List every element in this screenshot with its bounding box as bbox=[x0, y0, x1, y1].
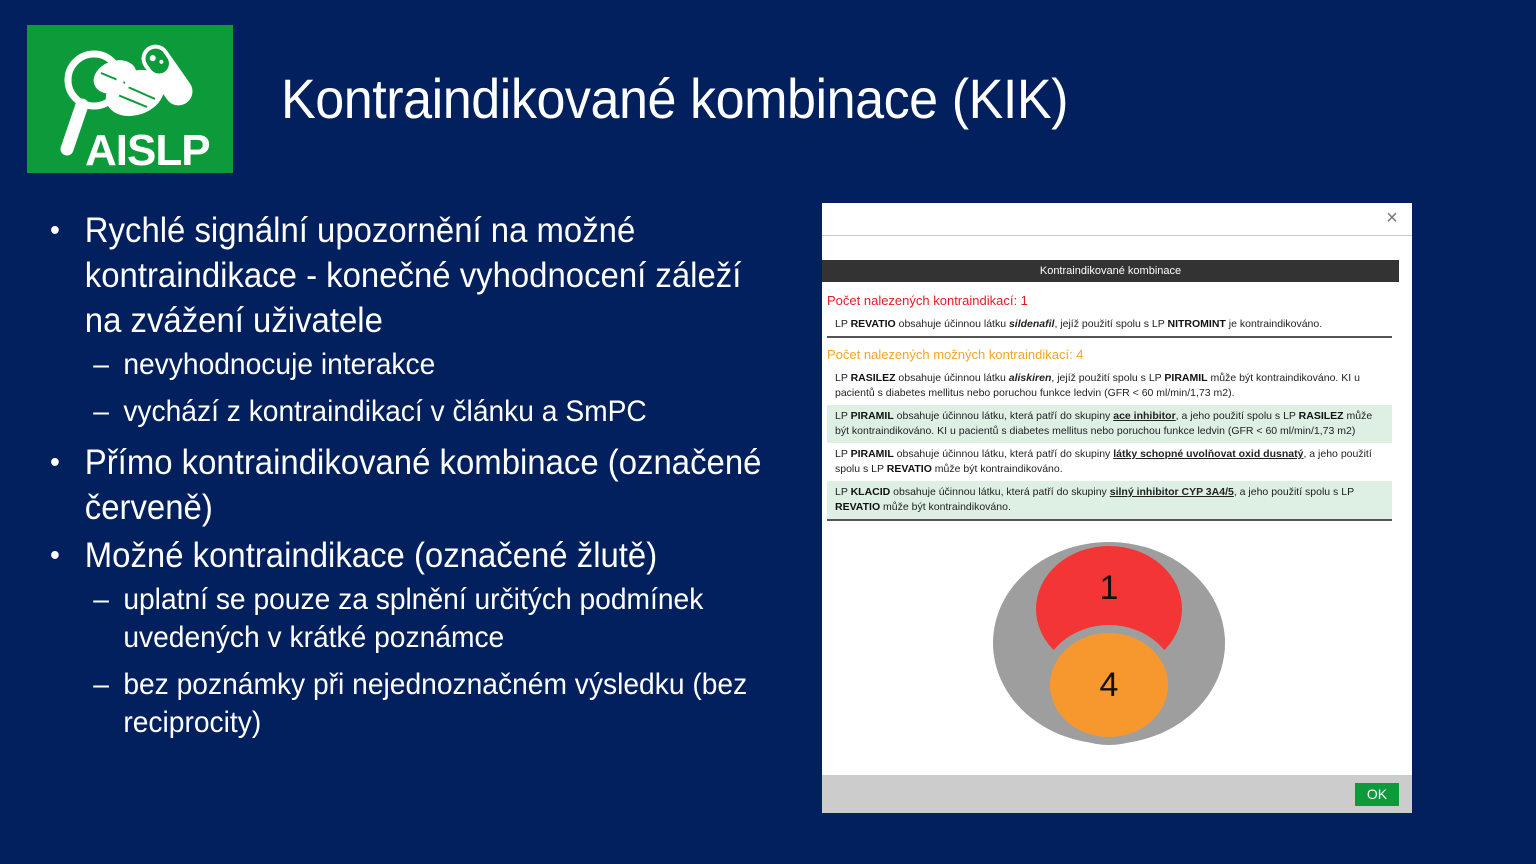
bullet-item bbox=[50, 208, 764, 343]
dialog-header bbox=[822, 203, 1412, 236]
bullet-text: Možné kontraindikace (označené žlutě) bbox=[84, 536, 658, 575]
close-icon[interactable]: × bbox=[1386, 207, 1398, 229]
dash-marker: – bbox=[93, 668, 109, 701]
row-text: obsahuje účinnou látku, která patří do skupiny bbox=[893, 448, 1114, 460]
row-text: , jejíž použití spolu s LP bbox=[1051, 372, 1165, 384]
sub-bullet-item bbox=[50, 393, 764, 431]
row-text: může být kontraindikováno. KI u pacientů s diabetes mellitus nebo poruchou funkce ledvin (GFR < 60 ml/min/1,73 m2) bbox=[835, 410, 1373, 437]
substance-group-link[interactable]: ace inhibitor bbox=[1113, 410, 1176, 422]
dash-marker: – bbox=[93, 348, 109, 381]
bullet-text: Přímo kontraindikované kombinace (označené červeně) bbox=[84, 443, 762, 527]
dash-marker: – bbox=[93, 395, 109, 428]
substance-name: aliskiren bbox=[1008, 372, 1052, 384]
substance-name: sildenafil bbox=[1008, 318, 1055, 330]
sub-bullet-item bbox=[50, 346, 764, 384]
bullet-item bbox=[50, 533, 764, 578]
sub-bullet-item bbox=[50, 666, 764, 742]
row-text: LP bbox=[835, 486, 851, 498]
row-text: , jejíž použití spolu s LP bbox=[1054, 318, 1168, 330]
ok-button[interactable]: OK bbox=[1355, 783, 1399, 806]
kik-dialog bbox=[822, 203, 1412, 813]
contraindication-row bbox=[827, 313, 1392, 336]
row-text: LP bbox=[835, 410, 851, 422]
dash-marker: – bbox=[93, 583, 109, 616]
possible-count: 4 bbox=[1099, 666, 1119, 704]
possible-contraindication-row bbox=[827, 405, 1392, 443]
bullet-item bbox=[50, 440, 764, 530]
direct-contraindications-count: Počet nalezených kontraindikací: 1 bbox=[827, 293, 1028, 308]
direct-count: 1 bbox=[1099, 569, 1119, 607]
row-text: obsahuje účinnou látku bbox=[895, 372, 1009, 384]
bullet-text: nevyhodnocuje interakce bbox=[123, 348, 436, 381]
row-text: obsahuje účinnou látku, která patří do skupiny bbox=[890, 486, 1110, 498]
bullet-marker: • bbox=[50, 446, 60, 479]
row-text: , a jeho použití spolu s LP bbox=[1233, 486, 1354, 498]
drug-name: REVATIO bbox=[850, 318, 896, 330]
dialog-footer bbox=[822, 775, 1412, 813]
bullet-text: vychází z kontraindikací v článku a SmPC bbox=[123, 395, 647, 428]
substance-group-link[interactable]: látky schopné uvolňovat oxid dusnatý bbox=[1113, 448, 1304, 460]
row-text: je kontraindikováno. bbox=[1225, 318, 1323, 330]
row-text: může být kontraindikováno. KI u pacientů s diabetes mellitus nebo poruchou funkce ledvin (GFR < 60 ml/min/1,73 m2). bbox=[835, 372, 1360, 399]
bullet-text: Rychlé signální upozornění na možné kontraindikace - konečné vyhodnocení záleží na zvážení uživatele bbox=[84, 211, 742, 340]
dialog-title-bar: Kontraindikované kombinace bbox=[822, 260, 1399, 282]
divider bbox=[827, 519, 1392, 521]
row-text: může být kontraindikováno. bbox=[931, 463, 1063, 475]
possible-contraindication-row bbox=[827, 443, 1392, 481]
drug-name: KLACID bbox=[850, 486, 891, 498]
possible-contraindication-row bbox=[827, 367, 1392, 405]
bullet-text: uplatní se pouze za splnění určitých podmínek uvedených v krátké poznámce bbox=[123, 583, 704, 654]
row-text: obsahuje účinnou látku bbox=[895, 318, 1009, 330]
row-text: LP bbox=[835, 372, 851, 384]
substance-group-link[interactable]: silný inhibitor CYP 3A4/5 bbox=[1109, 486, 1234, 498]
bullet-list bbox=[50, 208, 780, 751]
drug-name: RASILEZ bbox=[1298, 410, 1344, 422]
sub-bullet-item bbox=[50, 581, 764, 657]
row-text: , a jeho použití spolu s LP bbox=[1175, 410, 1299, 422]
bullet-text: bez poznámky při nejednoznačném výsledku (bez reciprocity) bbox=[123, 668, 748, 739]
row-text: obsahuje účinnou látku, která patří do skupiny bbox=[893, 410, 1114, 422]
bullet-marker: • bbox=[50, 539, 60, 572]
row-text: LP bbox=[835, 448, 851, 460]
drug-name: RASILEZ bbox=[850, 372, 896, 384]
row-text: LP bbox=[835, 318, 851, 330]
drug-name: PIRAMIL bbox=[850, 448, 894, 460]
contraindication-venn-diagram bbox=[992, 539, 1228, 745]
row-text: , a jeho použití spolu s LP bbox=[835, 448, 1372, 475]
aislp-logo bbox=[27, 25, 233, 173]
drug-name: REVATIO bbox=[886, 463, 932, 475]
bullet-marker: • bbox=[50, 214, 60, 247]
page-title: Kontraindikované kombinace (KIK) bbox=[281, 67, 1068, 130]
drug-name: REVATIO bbox=[835, 501, 881, 513]
row-text: může být kontraindikováno. bbox=[880, 501, 1011, 513]
drug-name: PIRAMIL bbox=[1164, 372, 1208, 384]
drug-name: NITROMINT bbox=[1167, 318, 1226, 330]
possible-contraindication-row bbox=[827, 481, 1392, 519]
possible-contraindications-count: Počet nalezených možných kontraindikací: 4 bbox=[827, 347, 1084, 362]
dialog-body bbox=[827, 292, 1392, 521]
drug-name: PIRAMIL bbox=[850, 410, 894, 422]
divider bbox=[827, 336, 1392, 338]
logo-text: AISLP bbox=[85, 126, 210, 175]
